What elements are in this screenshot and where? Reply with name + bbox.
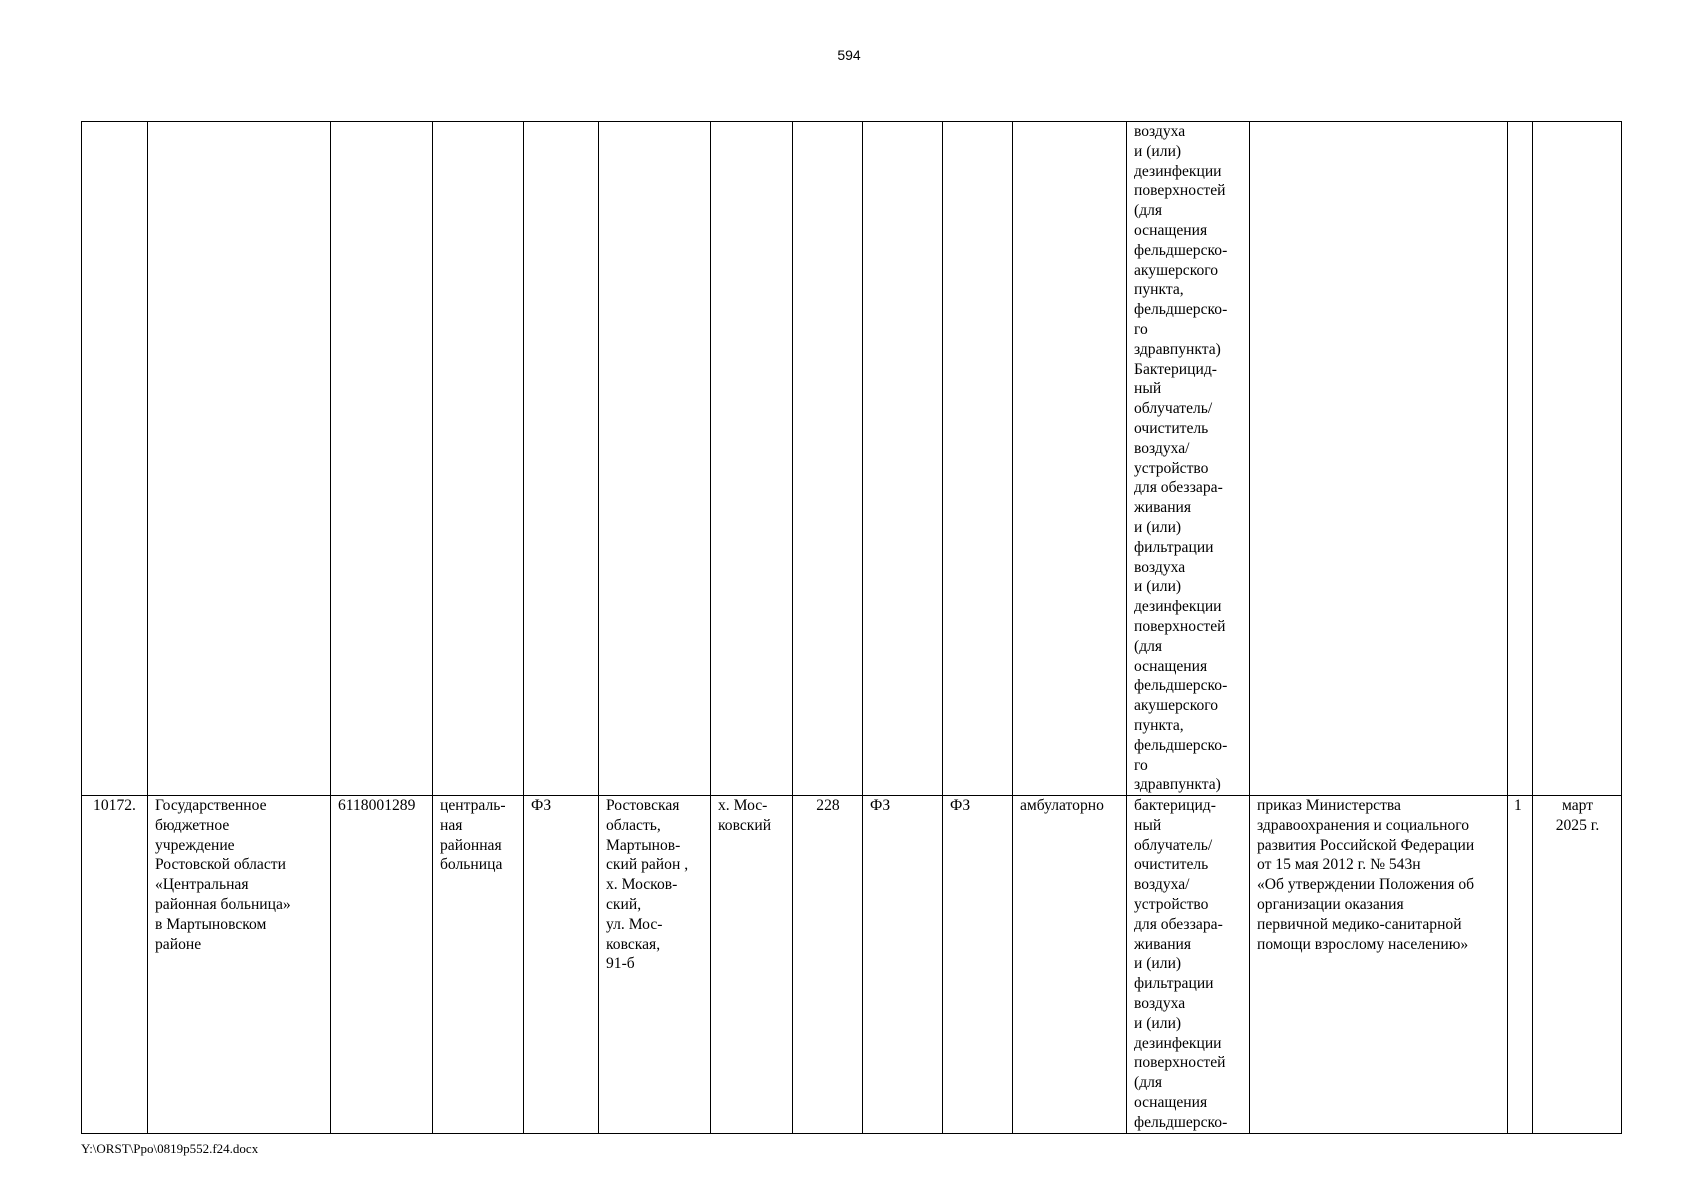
cell-empty	[793, 122, 863, 796]
cell-empty	[331, 122, 433, 796]
cell-population: 228	[793, 796, 863, 1134]
cell-inn: 6118001289	[331, 796, 433, 1134]
cell-empty	[524, 122, 599, 796]
cell-equipment-continued: воздуха и (или) дезинфекции поверхностей (для оснащения фельдшерско- акушерского пункта, фельдшерско- го здравпункта) Бактерицид- ный облучатель/ очиститель воздуха/ устройство для обеззара- живания и (или) фильтрации воздуха и (или) дезинфекции поверхностей (для оснащения фельдшерско- акушерского пункта, фельдшерско- го здравпункта)	[1127, 122, 1250, 796]
cell-empty	[943, 122, 1013, 796]
cell-empty	[1508, 122, 1533, 796]
cell-col5: ФЗ	[524, 796, 599, 1134]
cell-col9: ФЗ	[863, 796, 943, 1134]
cell-regulation: приказ Министерства здравоохранения и социального развития Российской Федерации от 15 мая 2012 г. № 543н «Об утверждении Положения об организации оказания первичной медико-санитарной помощи взрослому населению»	[1250, 796, 1508, 1134]
cell-empty	[863, 122, 943, 796]
cell-empty	[1250, 122, 1508, 796]
footer-file-path: Y:\ORST\Ppo\0819p552.f24.docx	[81, 1141, 259, 1156]
cell-facility-type: централь- ная районная больница	[433, 796, 524, 1134]
cell-empty	[1013, 122, 1127, 796]
cell-empty	[599, 122, 711, 796]
table-row-continuation	[82, 122, 1622, 796]
cell-empty	[433, 122, 524, 796]
cell-address: Ростовская область, Мартынов- ский район , х. Москов- ский, ул. Мос- ковская, 91-б	[599, 796, 711, 1134]
cell-equipment: бактерицид- ный облучатель/ очиститель воздуха/ устройство для обеззара- живания и (или) фильтрации воздуха и (или) дезинфекции поверхностей (для оснащения фельдшерско-	[1127, 796, 1250, 1134]
cell-deadline: март 2025 г.	[1533, 796, 1622, 1134]
cell-organization: Государственное бюджетное учреждение Ростовской области «Центральная районная больница» в Мартыновском районе	[148, 796, 331, 1134]
cell-empty	[1533, 122, 1622, 796]
page-number: 594	[837, 47, 861, 63]
equipment-table	[81, 121, 1622, 1134]
cell-empty	[82, 122, 148, 796]
cell-settlement: х. Мос- ковский	[711, 796, 793, 1134]
cell-row-number: 10172.	[82, 796, 148, 1134]
cell-empty	[148, 122, 331, 796]
table-row	[82, 796, 1622, 1134]
cell-quantity: 1	[1508, 796, 1533, 1134]
cell-empty	[711, 122, 793, 796]
cell-care-condition: амбулаторно	[1013, 796, 1127, 1134]
cell-col10: ФЗ	[943, 796, 1013, 1134]
